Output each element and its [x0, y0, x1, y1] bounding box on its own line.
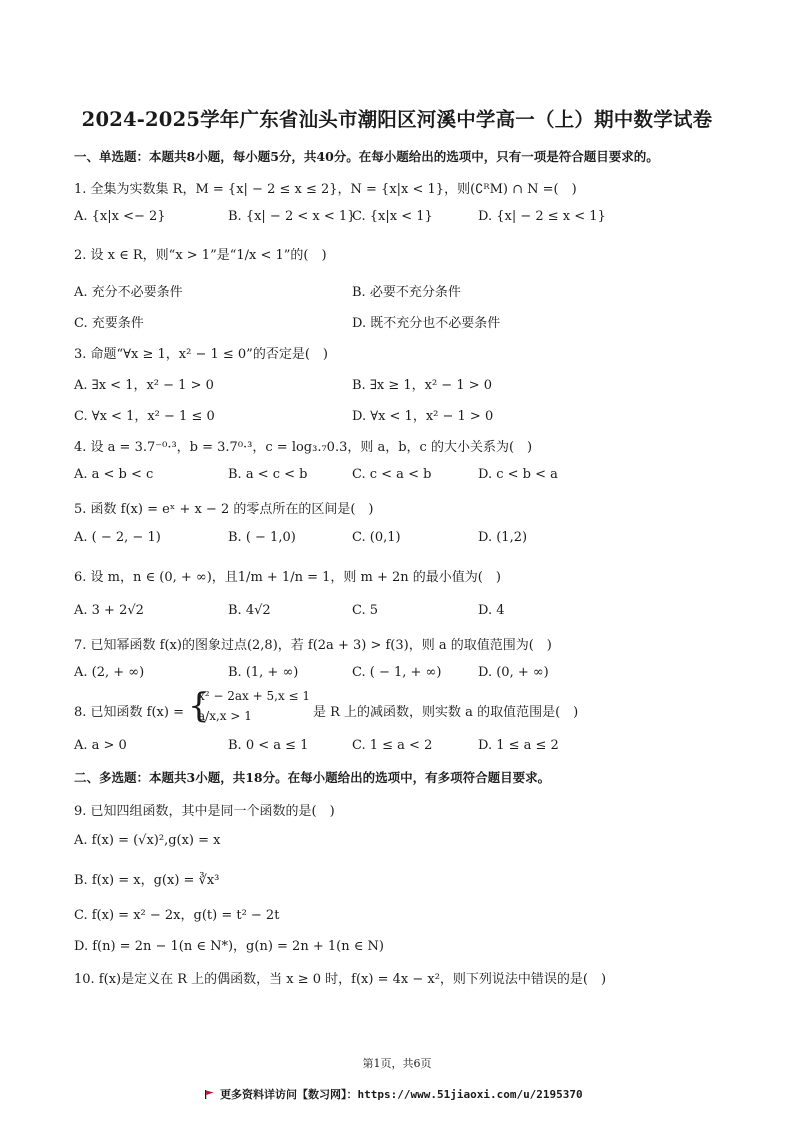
- question-1: 1. 全集为实数集 R，M = {x| − 2 ≤ x ≤ 2}，N = {x|x < 1}，则(∁ᴿM) ∩ N =( ): [74, 182, 577, 197]
- q6-option-b: B. 4√2: [228, 603, 271, 618]
- q3-option-b: B. ∃x ≥ 1，x² − 1 > 0: [352, 378, 493, 393]
- q5-option-a: A. ( − 2, − 1): [74, 530, 161, 545]
- q5-option-d: D. (1,2): [478, 530, 528, 545]
- section-heading-single-choice: 一、单选题：本题共8小题，每小题5分，共40分。在每小题给出的选项中，只有一项是符合题目要求的。: [74, 149, 659, 164]
- q6-option-a: A. 3 + 2√2: [74, 603, 144, 618]
- q8-option-a: A. a > 0: [74, 738, 127, 753]
- q4-option-a: A. a < b < c: [74, 467, 154, 482]
- q3-option-c: C. ∀x < 1，x² − 1 ≤ 0: [74, 409, 215, 424]
- piecewise-brace: {: [188, 686, 210, 726]
- question-2: 2. 设 x ∈ R，则“x > 1”是“1/x < 1”的( ): [74, 248, 327, 263]
- q8-option-b: B. 0 < a ≤ 1: [228, 738, 309, 753]
- piecewise-case-2: a/x,x > 1: [198, 709, 252, 723]
- q1-option-c: C. {x|x < 1}: [352, 209, 433, 224]
- question-9: 9. 已知四组函数，其中是同一个函数的是( ): [74, 804, 335, 819]
- q4-option-d: D. c < b < a: [478, 467, 558, 482]
- q5-option-c: C. (0,1): [352, 530, 401, 545]
- q2-option-a: A. 充分不必要条件: [74, 285, 183, 300]
- page-number: 第1页，共6页: [362, 1057, 432, 1070]
- q8-option-d: D. 1 ≤ a ≤ 2: [478, 738, 559, 753]
- q6-option-c: C. 5: [352, 603, 379, 618]
- question-6: 6. 设 m，n ∈ (0, + ∞)，且1/m + 1/n = 1，则 m + 2n 的最小值为( ): [74, 570, 501, 585]
- q2-option-d: D. 既不充分也不必要条件: [352, 316, 501, 331]
- question-8-stem-start: 8. 已知函数 f(x) =: [74, 705, 184, 720]
- q9-option-c: C. f(x) = x² − 2x，g(t) = t² − 2t: [74, 908, 280, 923]
- q7-option-c: C. ( − 1, + ∞): [352, 665, 442, 680]
- q9-option-d: D. f(n) = 2n − 1(n ∈ N*)，g(n) = 2n + 1(n ∈ N): [74, 939, 384, 954]
- page-title: 2024-2025学年广东省汕头市潮阳区河溪中学高一（上）期中数学试卷: [81, 108, 713, 131]
- q5-option-b: B. ( − 1,0): [228, 530, 296, 545]
- resource-link-text: 更多资料详访问【数习网】：https://www.51jiaoxi.com/u/2195370: [220, 1088, 583, 1101]
- q7-option-a: A. (2, + ∞): [74, 665, 145, 680]
- q1-option-a: A. {x|x <− 2}: [74, 209, 166, 224]
- q1-option-d: D. {x| − 2 ≤ x < 1}: [478, 209, 606, 224]
- section-heading-multiple-choice: 二、多选题：本题共3小题，共18分。在每小题给出的选项中，有多项符合题目要求。: [74, 770, 551, 785]
- flag-icon: [205, 1090, 214, 1099]
- resource-link[interactable]: [205, 1086, 583, 1102]
- q4-option-c: C. c < a < b: [352, 467, 432, 482]
- question-4: 4. 设 a = 3.7⁻⁰·³，b = 3.7⁰·³，c = log₃.₇0.3，则 a，b，c 的大小关系为( ): [74, 440, 533, 455]
- question-5: 5. 函数 f(x) = eˣ + x − 2 的零点所在的区间是( ): [74, 502, 374, 517]
- q1-option-b: B. {x| − 2 < x < 1}: [228, 209, 356, 224]
- q9-option-a: A. f(x) = (√x)²,g(x) = x: [74, 833, 221, 848]
- q6-option-d: D. 4: [478, 603, 505, 618]
- question-8-stem-end: 是 R 上的减函数，则实数 a 的取值范围是( ): [313, 705, 579, 720]
- piecewise-case-1: x² − 2ax + 5,x ≤ 1: [198, 689, 311, 703]
- q9-option-b: B. f(x) = x，g(x) = ∛x³: [74, 873, 220, 888]
- question-10: 10. f(x)是定义在 R 上的偶函数，当 x ≥ 0 时，f(x) = 4x − x²，则下列说法中错误的是( ): [74, 972, 607, 987]
- q3-option-a: A. ∃x < 1，x² − 1 > 0: [74, 378, 214, 393]
- q7-option-d: D. (0, + ∞): [478, 665, 549, 680]
- question-3: 3. 命题“∀x ≥ 1，x² − 1 ≤ 0”的否定是( ): [74, 347, 328, 362]
- q8-option-c: C. 1 ≤ a < 2: [352, 738, 433, 753]
- q3-option-d: D. ∀x < 1，x² − 1 > 0: [352, 409, 494, 424]
- q7-option-b: B. (1, + ∞): [228, 665, 299, 680]
- q4-option-b: B. a < c < b: [228, 467, 308, 482]
- question-7: 7. 已知幂函数 f(x)的图象过点(2,8)，若 f(2a + 3) > f(3)，则 a 的取值范围为( ): [74, 638, 552, 653]
- q2-option-c: C. 充要条件: [74, 316, 144, 331]
- q2-option-b: B. 必要不充分条件: [352, 285, 461, 300]
